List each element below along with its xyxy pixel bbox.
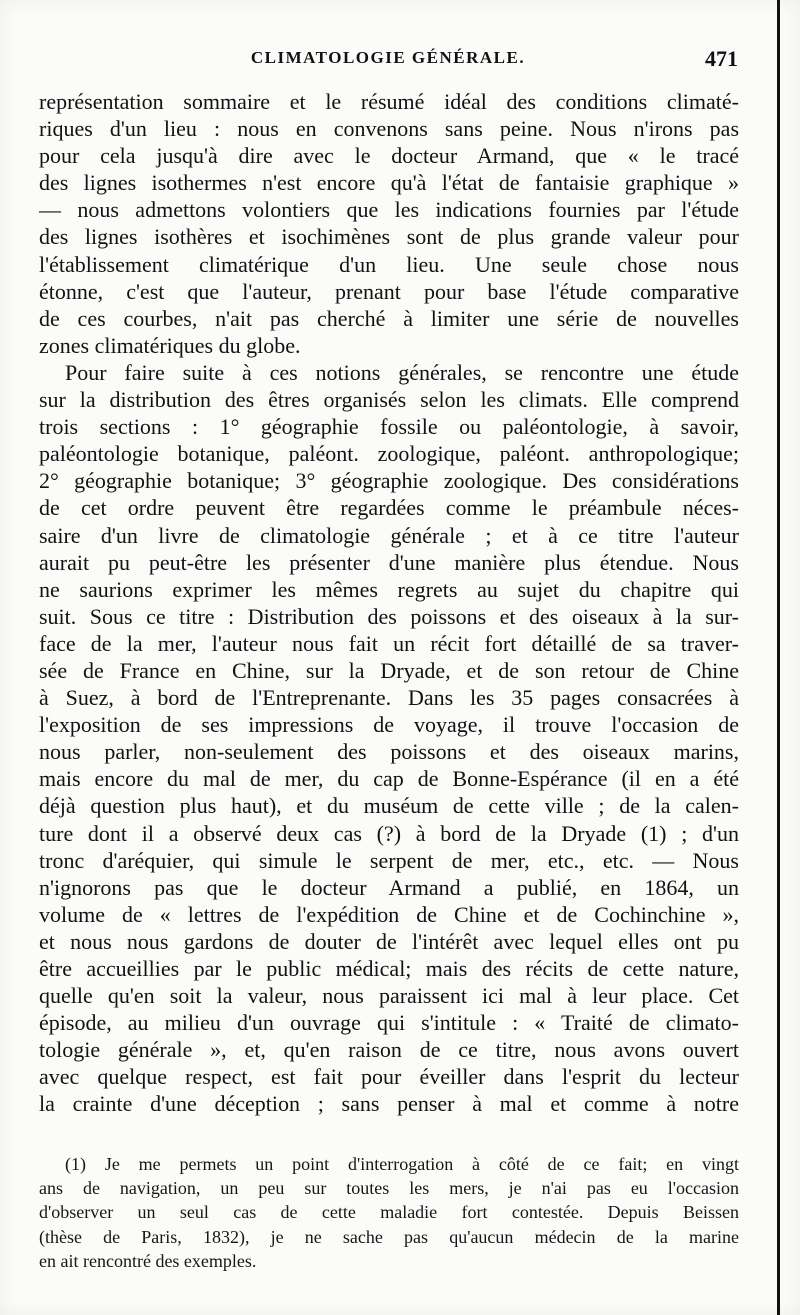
text-line: avec quelque respect, est fait pour éveiller dans l'esprit du lecteur: [39, 1064, 739, 1090]
footnote-line: (thèse de Paris, 1832), je ne sache pas qu'aucun médecin de la marine: [39, 1226, 739, 1247]
text-line: étonne, c'est que l'auteur, prenant pour base l'étude comparative: [39, 278, 739, 304]
page-edge-shadow: [777, 0, 780, 1315]
text-line: l'exposition de ses impressions de voyage, il trouve l'occasion de: [39, 712, 739, 738]
text-line: ture dont il a observé deux cas (?) à bord de la Dryade (1) ; d'un: [39, 820, 739, 846]
text-line: la crainte d'une déception ; sans penser à mal et comme à notre: [39, 1091, 739, 1117]
text-line: n'ignorons pas que le docteur Armand a publié, en 1864, un: [39, 874, 739, 900]
text-line: saire d'un livre de climatologie générale ; et à ce titre l'auteur: [39, 522, 739, 548]
footnote-line: (1) Je me permets un point d'interrogation à côté de ce fait; en vingt: [65, 1154, 739, 1174]
text-line: et nous nous gardons de douter de l'intérêt avec lequel elles ont pu: [39, 928, 739, 954]
text-line: épisode, au milieu d'un ouvrage qui s'intitule : « Traité de climato-: [39, 1010, 739, 1036]
text-line: déjà question plus haut), et du muséum de cette ville ; de la calen-: [39, 793, 739, 819]
text-line: de cet ordre peuvent être regardées comme le préambule néces-: [39, 495, 739, 521]
footnote-line: ans de navigation, un peu sur toutes les mers, je n'ai pas eu l'occasion: [39, 1178, 739, 1199]
text-line: riques d'un lieu : nous en convenons sans peine. Nous n'irons pas: [39, 116, 739, 142]
text-line: suit. Sous ce titre : Distribution des poissons et des oiseaux à la sur-: [39, 603, 739, 629]
text-line: sur la distribution des êtres organisés selon les climats. Elle comprend: [39, 387, 739, 413]
text-line: nous parler, non-seulement des poissons et des oiseaux marins,: [39, 739, 739, 765]
text-line: de ces courbes, n'ait pas cherché à limiter une série de nouvelles: [39, 305, 739, 331]
footnote-line: en ait rencontré des exemples.: [39, 1250, 257, 1271]
text-line: tronc d'aréquier, qui simule le serpent de mer, etc., etc. — Nous: [39, 847, 739, 873]
text-line: sée de France en Chine, sur la Dryade, et de son retour de Chine: [39, 657, 739, 683]
page-number: 471: [705, 46, 738, 71]
running-title: CLIMATOLOGIE GÉNÉRALE.: [250, 48, 526, 67]
text-line: représentation sommaire et le résumé idéal des conditions climaté-: [39, 89, 739, 114]
text-line: 2° géographie botanique; 3° géographie zoologique. Des considérations: [39, 468, 739, 494]
text-line: mais encore du mal de mer, du cap de Bonne-Espérance (il en a été: [39, 766, 739, 792]
text-line: l'établissement climatérique d'un lieu. Une seule chose nous: [39, 251, 739, 277]
text-line: zones climatériques du globe.: [39, 332, 301, 358]
text-line: tologie générale », et, qu'en raison de ce titre, nous avons ouvert: [39, 1037, 739, 1063]
running-header: [38, 46, 738, 76]
text-line: volume de « lettres de l'expédition de Chine et de Cochinchine »,: [39, 901, 739, 927]
text-line: quelle qu'en soit la valeur, nous paraissent ici mal à leur place. Cet: [39, 983, 739, 1009]
text-line: — nous admettons volontiers que les indications fournies par l'étude: [39, 197, 739, 223]
text-line: face de la mer, l'auteur nous fait un récit fort détaillé de sa traver-: [39, 630, 739, 656]
text-line: aurait pu peut-être les présenter d'une manière plus étendue. Nous: [39, 549, 739, 575]
text-line: pour cela jusqu'à dire avec le docteur Armand, que « le tracé: [39, 143, 739, 169]
text-line: paléontologie botanique, paléont. zoologique, paléont. anthropologique;: [39, 441, 739, 467]
text-line: à Suez, à bord de l'Entreprenante. Dans les 35 pages consacrées à: [39, 685, 739, 711]
text-line: des lignes isothermes n'est encore qu'à l'état de fantaisie graphique »: [39, 170, 739, 196]
text-line: des lignes isothères et isochimènes sont de plus grande valeur pour: [39, 224, 739, 250]
body-text: [39, 88, 739, 1118]
footnote: [39, 1152, 739, 1273]
text-line: trois sections : 1° géographie fossile ou paléontologie, à savoir,: [39, 414, 739, 440]
text-line: Pour faire suite à ces notions générales, se rencontre une étude: [65, 359, 739, 385]
text-line: être accueillies par le public médical; mais des récits de cette nature,: [39, 956, 739, 981]
text-line: ne saurions exprimer les mêmes regrets au sujet du chapitre qui: [39, 576, 739, 602]
footnote-line: d'observer un seul cas de cette maladie fort contestée. Depuis Beissen: [39, 1202, 739, 1223]
